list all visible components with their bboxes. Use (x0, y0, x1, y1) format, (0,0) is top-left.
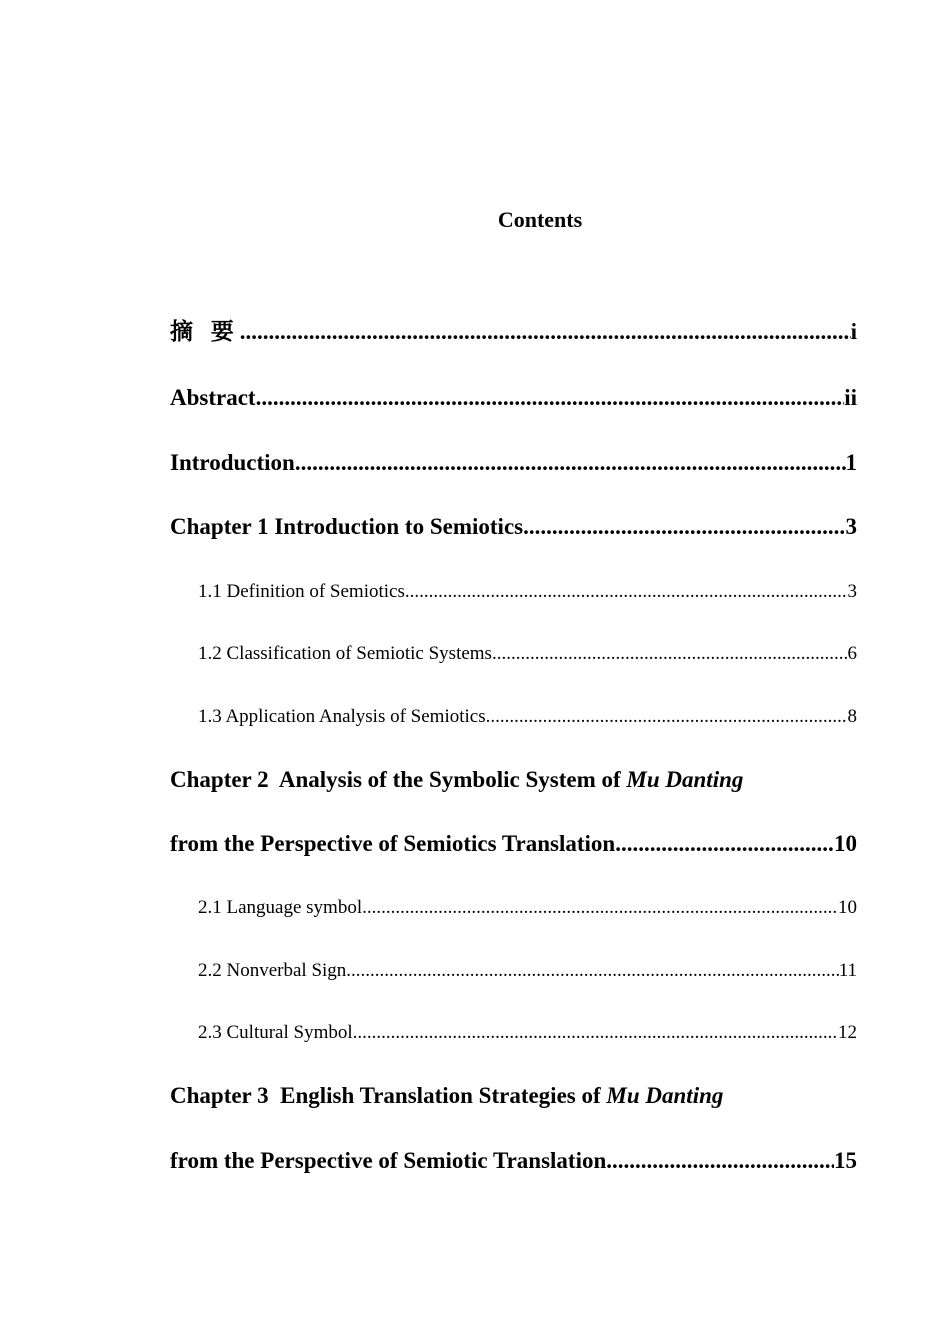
toc-entry-italic-title: Mu Danting (606, 1083, 724, 1108)
toc-entry-section-1-2[interactable] (198, 640, 857, 668)
toc-leader-dots (256, 381, 845, 415)
toc-page-number: 1 (845, 450, 857, 475)
toc-page-number: 12 (838, 1022, 857, 1043)
toc-page-number: 15 (834, 1148, 857, 1173)
toc-page-number: ii (844, 385, 857, 410)
toc-entry-section-2-2[interactable] (198, 957, 857, 985)
page-title: Contents (497, 207, 583, 232)
toc-page-number: i (850, 319, 857, 344)
toc-entry-text: 2.3 Cultural Symbol (198, 1022, 353, 1043)
toc-leader-dots (615, 827, 834, 861)
toc-page-number: 8 (847, 706, 857, 727)
toc-entry-chapter-2-line-2[interactable] (170, 827, 857, 861)
toc-entry-section-1-3[interactable] (198, 703, 857, 731)
toc-page-number: 10 (838, 897, 857, 918)
toc-page-number: 3 (847, 581, 857, 602)
toc-entry-chapter-1[interactable] (170, 510, 857, 544)
toc-entry-text: Chapter 1 Introduction to Semiotics (170, 514, 524, 539)
toc-entry-chapter-2-line-1[interactable] (170, 763, 743, 797)
toc-entry-text: from the Perspective of Semiotics Translation (170, 831, 616, 856)
toc-page-number: 6 (847, 643, 857, 664)
toc-leader-dots (353, 1019, 838, 1047)
toc-entry-text: Abstract (170, 385, 256, 410)
toc-entry-text: 1.1 Definition of Semiotics (198, 581, 405, 602)
toc-leader-dots (346, 957, 838, 985)
toc-entry-text: Chapter 3 English Translation Strategies of (170, 1083, 607, 1108)
toc-entry-text: Chapter 2 Analysis of the Symbolic System of (170, 767, 627, 792)
toc-entry-text: from the Perspective of Semiotic Translation (170, 1148, 607, 1173)
toc-entry-section-1-1[interactable] (198, 578, 857, 606)
toc-page-number: 11 (838, 960, 857, 981)
toc-entry-text: Introduction (170, 450, 295, 475)
toc-entry-text: 1.2 Classification of Semiotic Systems (198, 643, 492, 664)
toc-entry-italic-title: Mu Danting (626, 767, 744, 792)
toc-entry-section-2-1[interactable] (198, 894, 857, 922)
toc-page-number: 10 (834, 831, 857, 856)
toc-entry-chapter-3-line-2[interactable] (170, 1144, 857, 1178)
toc-entry-text: 1.3 Application Analysis of Semiotics (198, 706, 486, 727)
toc-entry-text: 2.2 Nonverbal Sign (198, 960, 347, 981)
toc-leader-dots (405, 578, 848, 606)
toc-leader-dots (492, 640, 848, 668)
toc-entry-abstract[interactable] (170, 381, 857, 415)
toc-leader-dots (295, 446, 846, 480)
toc-entry-chapter-3-line-1[interactable] (170, 1079, 723, 1113)
toc-leader-dots (523, 510, 845, 544)
toc-entry-text: 摘 要 (170, 319, 240, 344)
toc-leader-dots (240, 315, 851, 349)
toc-leader-dots (486, 703, 848, 731)
toc-leader-dots (362, 894, 838, 922)
toc-entry-introduction[interactable] (170, 446, 857, 480)
toc-entry-text: 2.1 Language symbol (198, 897, 363, 918)
toc-entry-section-2-3[interactable] (198, 1019, 857, 1047)
toc-entry-zhaiyao[interactable] (170, 315, 857, 349)
toc-leader-dots (606, 1144, 834, 1178)
toc-page-number: 3 (845, 514, 857, 539)
